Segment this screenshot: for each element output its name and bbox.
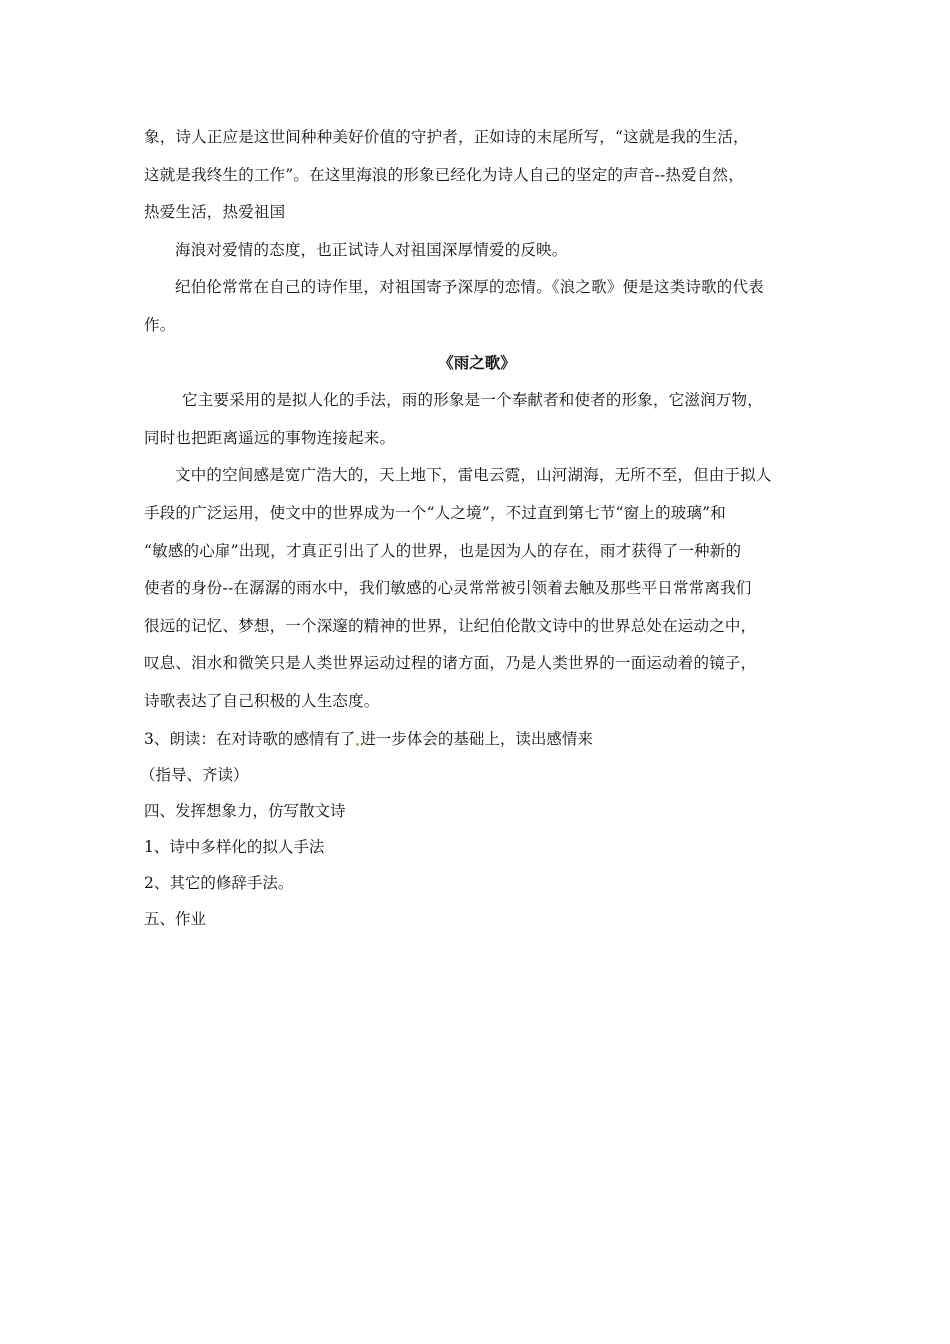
text-line: 手段的广泛运用，使文中的世界成为一个“人之境”，不过直到第七节“窗上的玻璃”和 [144,503,726,522]
text-line: 很远的记忆、梦想，一个深邃的精神的世界，让纪伯伦散文诗中的世界总处在运动之中， [144,616,757,635]
paragraph-rain-personification [144,382,810,457]
text-line: “敏感的心扉”出现，才真正引出了人的世界，也是因为人的存在，雨才获得了一种新的 [144,541,742,560]
ink-dot-mark [356,743,359,746]
section-heading-homework: 五、作业 [144,909,207,928]
list-item-reading [144,721,810,757]
text-line: 象，诗人正应是这世间种种美好价值的守护者，正如诗的末尾所写，“这就是我的生活， [144,128,749,146]
document-body [140,119,810,937]
section-heading-imitation: 四、发挥想象力，仿写散文诗 [144,801,346,820]
paragraph-rain-space [144,457,810,720]
text-line: 同时也把距离遥远的事物连接起来。 [144,428,396,447]
list-item-text: 进一步体会的基础上，读出感情来 [360,729,593,748]
text-line: 诗歌表达了自己积极的人生态度。 [144,691,380,710]
paragraph-gibran-homeland [144,269,810,344]
paragraph-waves-love: 海浪对爱情的态度，也正试诗人对祖国深厚情爱的反映。 [175,240,568,259]
text-line: 这就是我终生的工作”。在这里海浪的形象已经化为诗人自己的坚定的声音--热爱自然， [144,165,744,184]
text-line: 叹息、泪水和微笑只是人类世界运动过程的诸方面，乃是人类世界的一面运动着的镜子， [144,654,757,673]
list-item: 2、其它的修辞手法。 [144,873,294,892]
text-line: 纪伯伦常常在自己的诗作里，对祖国寄予深厚的恋情。《浪之歌》便是这类诗歌的代表 [175,278,764,297]
text-line: 热爱生活，热爱祖国 [144,203,286,222]
list-item-reading-note: （指导、齐读） [140,765,249,784]
section-title-rain-song: 《雨之歌》 [438,353,516,372]
text-line: 使者的身份--在潺潺的雨水中，我们敏感的心灵常常被引领着去触及那些平日常常离我们 [144,579,752,598]
list-item-text: 3、朗读：在对诗歌的感情有了 [144,729,356,748]
paragraph-waves-summary [144,119,810,232]
text-line: 作。 [144,315,176,334]
list-item: 1、诗中多样化的拟人手法 [144,837,325,856]
text-line: 它主要采用的是拟人化的手法，雨的形象是一个奉献者和使者的形象，它滋润万物， [182,391,763,410]
text-line: 文中的空间感是宽广浩大的，天上地下，雷电云霓，山河湖海，无所不至，但由于拟人 [175,466,772,485]
